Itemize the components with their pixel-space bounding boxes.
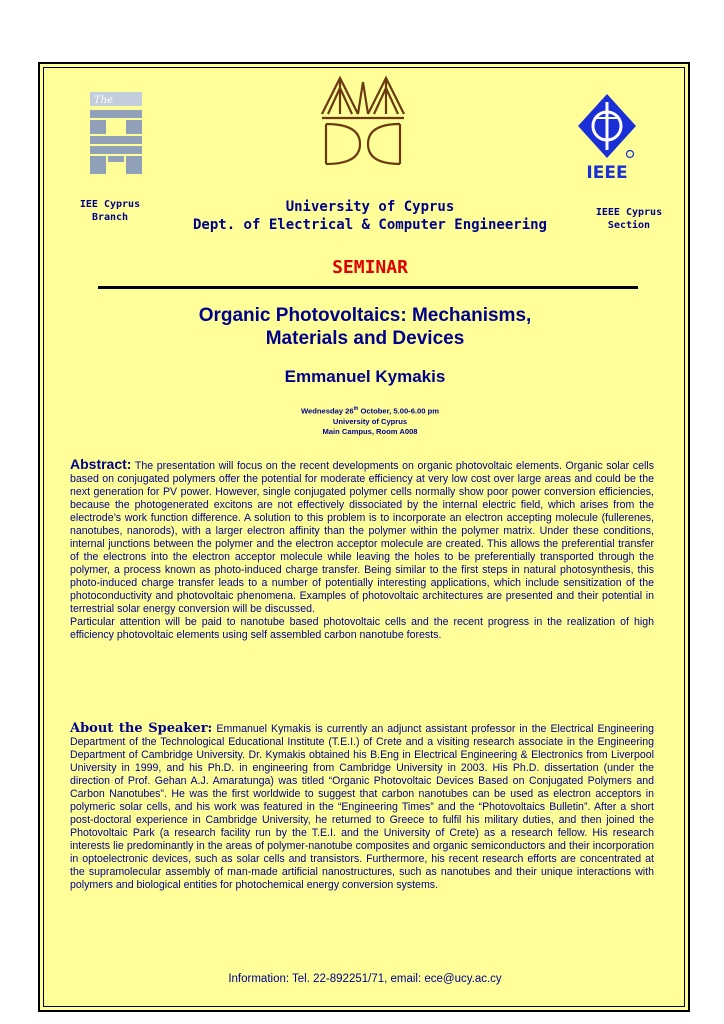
seminar-title-line2: Materials and Devices — [265, 328, 465, 349]
abstract-paragraph-2: Particular attention will be paid to nanotube based photovoltaic cells and the recent progress in the realization of high efficiency photovoltaic elements using self assembled carbon nanotube forests. — [70, 616, 654, 641]
abstract-section — [70, 458, 654, 642]
ieee-logo-text: IEEE — [586, 163, 628, 180]
speaker-bio-text: Emmanuel Kymakis is currently an adjunct assistant professor in the Electrical Engineering Department of the Technological Educational Institute (T.E.I.) of Crete and a visiting research associate in the Engineering Department of Cambridge University. Dr. Kymakis obtained his B.Eng in Electrical Engineering & Electronics from Liverpool University in 1999, and his Ph.D. in engineering from Cambridge University in 2003. His Ph.D. dissertation (under the direction of Prof. Gehan A.J. Amaratunga) was titled “Organic Photovoltaic Devices Based on Conjugated Polymers and Carbon Nanotubes”. He was the first worldwide to suggest that carbon nanotubes can be used as electron acceptors in polymeric solar cells, and his work was featured in the “Engineering Times” and the “Photovoltaics Bulletin”. After a short post-doctoral experience in Cambridge University, he returned to Greece to fulfil his military duties, and then joined the Photovoltaic Park (a research facility run by the T.E.I. and the University of Crete) as a research fellow. His research interests lie predominantly in the areas of polymer-nanotube composites and organic semiconductors and their incorporation in optoelectronic devices, such as solar cells and transistors. Furthermore, his recent research efforts are concentrated at the supramolecular assembly of man-made artificial nanostructures, such as nanotubes and their unique interactions with polymers and biological entities for photochemical energy conversion systems. — [70, 723, 655, 891]
ieee-section-line2: Section — [607, 220, 651, 231]
event-date — [160, 404, 580, 417]
event-date-sup: th — [353, 406, 359, 412]
iee-logo-text: The — [94, 95, 114, 106]
abstract-text: The presentation will focus on the recent developments on organic photovoltaic elements. Organic solar cells based on conjugated polymers offer the potential for moderate efficiency at very low cost over large areas and could be the next generation for PV power. However, single conjugated polymer cells normally show poor power conversion efficiencies, because the photogenerated excitons are not effectively dissociated by the internal electric field, which arises from the electrode’s work function difference. A solution to this problem is to incorporate an electron accepting molecule (fullerenes, nanotubes, nanorods), with a larger electron affinity than the polymer within the polymer matrix. Under these conditions, internal junctions between the polymer and the electron acceptor molecule are created. This allows the preferential transfer of the electrons into the electron acceptor molecule while leaving the holes to be preferentially transported through the polymer, a process known as photo-induced charge transfer. Being similar to the first steps in natural photosynthesis, this photo-induced charge transfer leads to a number of potentially interesting applications, which include sensitization of the photoconductivity and photovoltaic phenomena. Examples of photovoltaic architectures are presented and their potential in terrestrial solar energy conversion will be discussed. — [70, 460, 654, 615]
seminar-title — [90, 304, 640, 350]
event-room: Main Campus, Room A008 — [322, 426, 418, 436]
abstract-heading: Abstract: — [70, 456, 132, 472]
university-name: University of Cyprus — [285, 199, 455, 215]
header-divider — [98, 286, 638, 289]
event-date-suffix: October, 5.00-6.00 pm — [358, 406, 439, 416]
university-logo — [320, 74, 406, 168]
iee-logo — [90, 92, 142, 176]
event-details — [160, 404, 580, 437]
event-date-prefix: Wednesday 26 — [301, 406, 354, 416]
speaker-name: Emmanuel Kymakis — [284, 367, 446, 386]
footer-info: Information: Tel. 22-892251/71, email: ece@ucy.ac.cy — [228, 973, 502, 985]
iee-branch-label — [70, 198, 150, 224]
ieee-logo — [576, 92, 638, 180]
speaker-bio-heading: About the Speaker: — [70, 721, 213, 736]
iee-branch-line2: Branch — [91, 212, 129, 223]
speaker-bio-section — [70, 722, 654, 892]
abstract-paragraph — [70, 458, 654, 616]
iee-branch-line1: IEE Cyprus — [79, 199, 141, 210]
department-name: Dept. of Electrical & Computer Engineering — [192, 217, 547, 233]
event-place: University of Cyprus — [332, 416, 408, 426]
seminar-title-line1: Organic Photovoltaics: Mechanisms, — [198, 305, 532, 326]
ieee-section-label — [582, 206, 676, 232]
ieee-section-line1: IEEE Cyprus — [595, 207, 663, 218]
seminar-label: SEMINAR — [332, 257, 408, 278]
